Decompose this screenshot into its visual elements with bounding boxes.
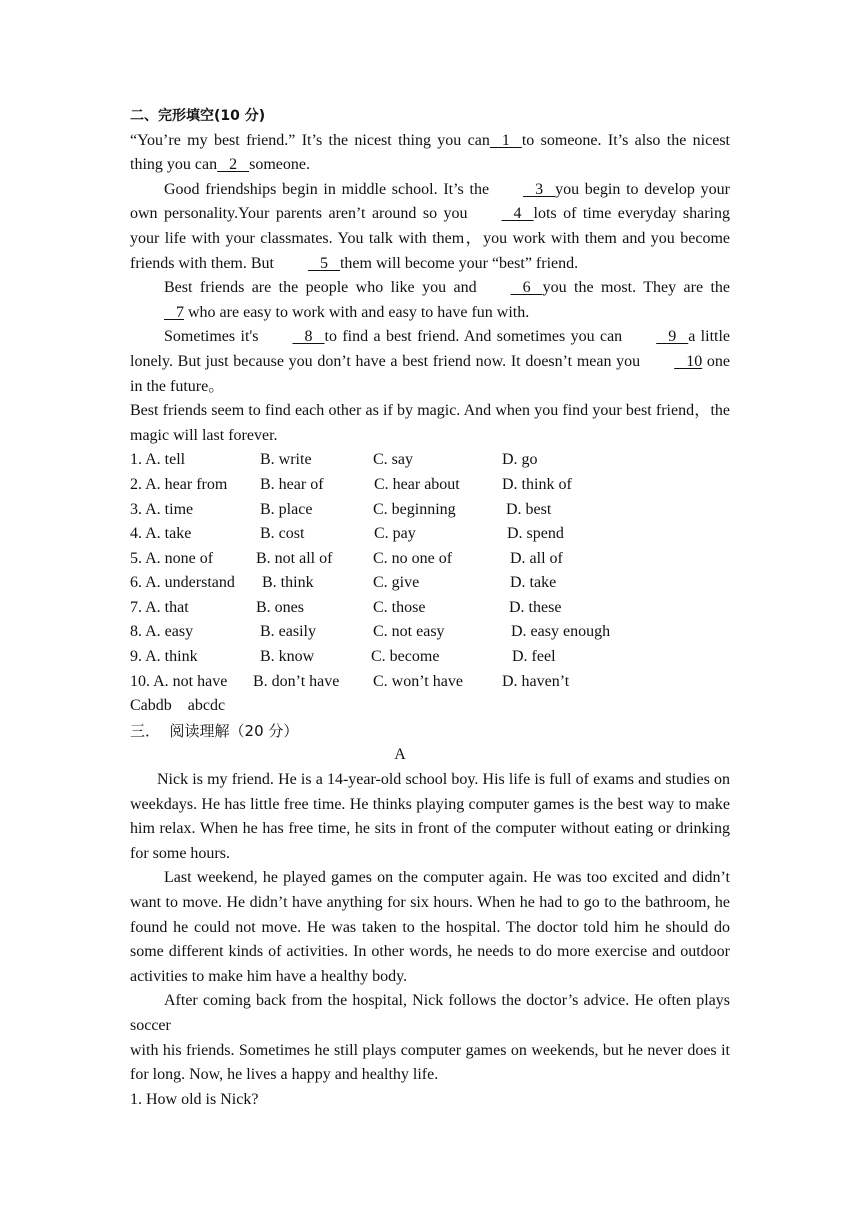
option-row xyxy=(130,571,730,596)
option-a: 6. A. understand xyxy=(130,574,235,592)
option-row xyxy=(130,498,730,523)
option-a: 5. A. none of xyxy=(130,549,214,567)
option-row xyxy=(130,645,730,670)
cloze-text: Sometimes it's xyxy=(164,328,259,346)
option-row xyxy=(130,448,730,473)
cloze-text: “You’re my best friend.” It’s the nicest thing you can xyxy=(130,131,490,149)
option-d: D. go xyxy=(502,451,538,469)
option-d: D. take xyxy=(510,574,557,592)
option-d: D. all of xyxy=(510,549,563,567)
option-c: C. not easy xyxy=(373,623,445,641)
cloze-text: one in the future。 xyxy=(130,352,730,395)
option-b: B. write xyxy=(260,451,312,469)
cloze-text: Good friendships begin in middle school. It’s the xyxy=(164,180,490,198)
option-a: 4. A. take xyxy=(130,525,192,543)
cloze-paragraph xyxy=(130,325,730,399)
option-d: D. haven’t xyxy=(502,672,570,690)
option-d: D. these xyxy=(509,598,562,616)
option-b: B. hear of xyxy=(260,475,324,493)
option-d: D. best xyxy=(506,500,552,518)
cloze-blank: 2 xyxy=(217,156,250,174)
cloze-section-title: 二、完形填空(10 分) xyxy=(130,108,266,124)
cloze-blank: 9 xyxy=(656,328,689,346)
cloze-blank: 8 xyxy=(292,328,325,346)
cloze-text: you begin to develop your own personality.Your parents aren’t around so you xyxy=(130,180,731,223)
cloze-text: them will become your “best” friend. xyxy=(339,254,579,272)
cloze-text: you the most. They are the xyxy=(542,279,731,297)
cloze-paragraph xyxy=(130,178,730,276)
option-d: D. feel xyxy=(512,648,556,666)
option-row xyxy=(130,596,730,621)
reading-paragraph: with his friends. Sometimes he still plays computer games on weekends, but he never does it for long. Now, he lives a happy and healthy life. xyxy=(130,1041,730,1084)
option-a: 7. A. that xyxy=(130,598,189,616)
option-b: B. not all of xyxy=(256,549,333,567)
option-a: 2. A. hear from xyxy=(130,475,228,493)
option-a: 9. A. think xyxy=(130,648,198,666)
option-b: B. know xyxy=(260,648,315,666)
option-d: D. think of xyxy=(502,475,572,493)
cloze-paragraph xyxy=(130,399,730,448)
reading-paragraph: Last weekend, he played games on the computer again. He was too excited and didn’t want to move. He didn’t have anything for six hours. When he had to go to the bathroom, he found he could not move. He was taken to the hospital. The doctor told him he should do some different kinds of activities. In other words, he needs to do more exercise and outdoor activities to make him have a healthy body. xyxy=(130,869,730,985)
option-a: 8. A. easy xyxy=(130,623,194,641)
reading-passage xyxy=(130,768,730,1088)
cloze-blank: 6 xyxy=(510,279,543,297)
option-c: C. give xyxy=(373,574,420,592)
option-d: D. spend xyxy=(507,525,564,543)
option-c: C. those xyxy=(373,598,426,616)
cloze-options xyxy=(130,448,730,694)
answer-key: Cabdb abcdc xyxy=(130,697,226,715)
cloze-passage xyxy=(130,129,730,449)
option-b: B. think xyxy=(262,574,314,592)
option-c: C. pay xyxy=(374,525,416,543)
option-row xyxy=(130,473,730,498)
cloze-text: who are easy to work with and easy to have fun with. xyxy=(184,303,530,321)
option-d: D. easy enough xyxy=(511,623,611,641)
option-row xyxy=(130,620,730,645)
option-c: C. no one of xyxy=(373,549,453,567)
option-row xyxy=(130,522,730,547)
document-page xyxy=(130,104,730,1112)
cloze-paragraph xyxy=(130,129,730,178)
option-b: B. don’t have xyxy=(253,672,340,690)
cloze-text: to someone. It’s also the nicest thing you can xyxy=(130,131,730,174)
option-row xyxy=(130,670,730,695)
passage-label: A xyxy=(394,746,406,764)
cloze-blank: 1 xyxy=(489,131,522,149)
reading-paragraph: Nick is my friend. He is a 14-year-old school boy. His life is full of exams and studies on weekdays. He has little free time. He thinks playing computer games is the best way to make him relax. When he has free time, he sits in front of the computer without eating or drinking for some hours. xyxy=(130,771,730,862)
cloze-paragraph xyxy=(130,276,730,325)
option-row xyxy=(130,547,730,572)
option-c: C. won’t have xyxy=(373,672,463,690)
cloze-blank: 5 xyxy=(307,254,340,272)
cloze-blank: 3 xyxy=(523,180,556,198)
cloze-blank: 4 xyxy=(501,205,534,223)
cloze-text: Best friends are the people who like you and xyxy=(164,279,477,297)
cloze-text: someone. xyxy=(249,156,310,174)
option-a: 1. A. tell xyxy=(130,451,186,469)
cloze-text: a little lonely. But just because you don’t have a best friend now. It doesn’t mean you xyxy=(130,328,731,370)
option-a: 3. A. time xyxy=(130,500,194,518)
cloze-text: lots of time everyday sharing your life with your classmates. You talk with them，you work with them and you become friends with them. But xyxy=(130,205,730,272)
option-c: C. hear about xyxy=(374,475,460,493)
option-b: B. easily xyxy=(260,623,316,641)
cloze-blank: 10 xyxy=(674,352,703,370)
reading-section-title: 三． 阅读理解（20 分） xyxy=(130,721,299,740)
option-b: B. cost xyxy=(260,525,305,543)
reading-paragraph: After coming back from the hospital, Nick follows the doctor’s advice. He often plays soccer xyxy=(130,992,730,1034)
option-c: C. become xyxy=(371,648,440,666)
option-b: B. ones xyxy=(256,598,304,616)
cloze-text: to find a best friend. And sometimes you can xyxy=(324,328,623,346)
option-c: C. say xyxy=(373,451,413,469)
option-a: 10. A. not have xyxy=(130,672,228,690)
option-b: B. place xyxy=(260,500,313,518)
cloze-text: Best friends seem to find each other as if by magic. And when you find your best friend，the magic will last forever. xyxy=(130,402,730,444)
option-c: C. beginning xyxy=(373,500,456,518)
question-1: 1. How old is Nick? xyxy=(130,1090,259,1108)
cloze-blank: 7 xyxy=(164,303,184,321)
